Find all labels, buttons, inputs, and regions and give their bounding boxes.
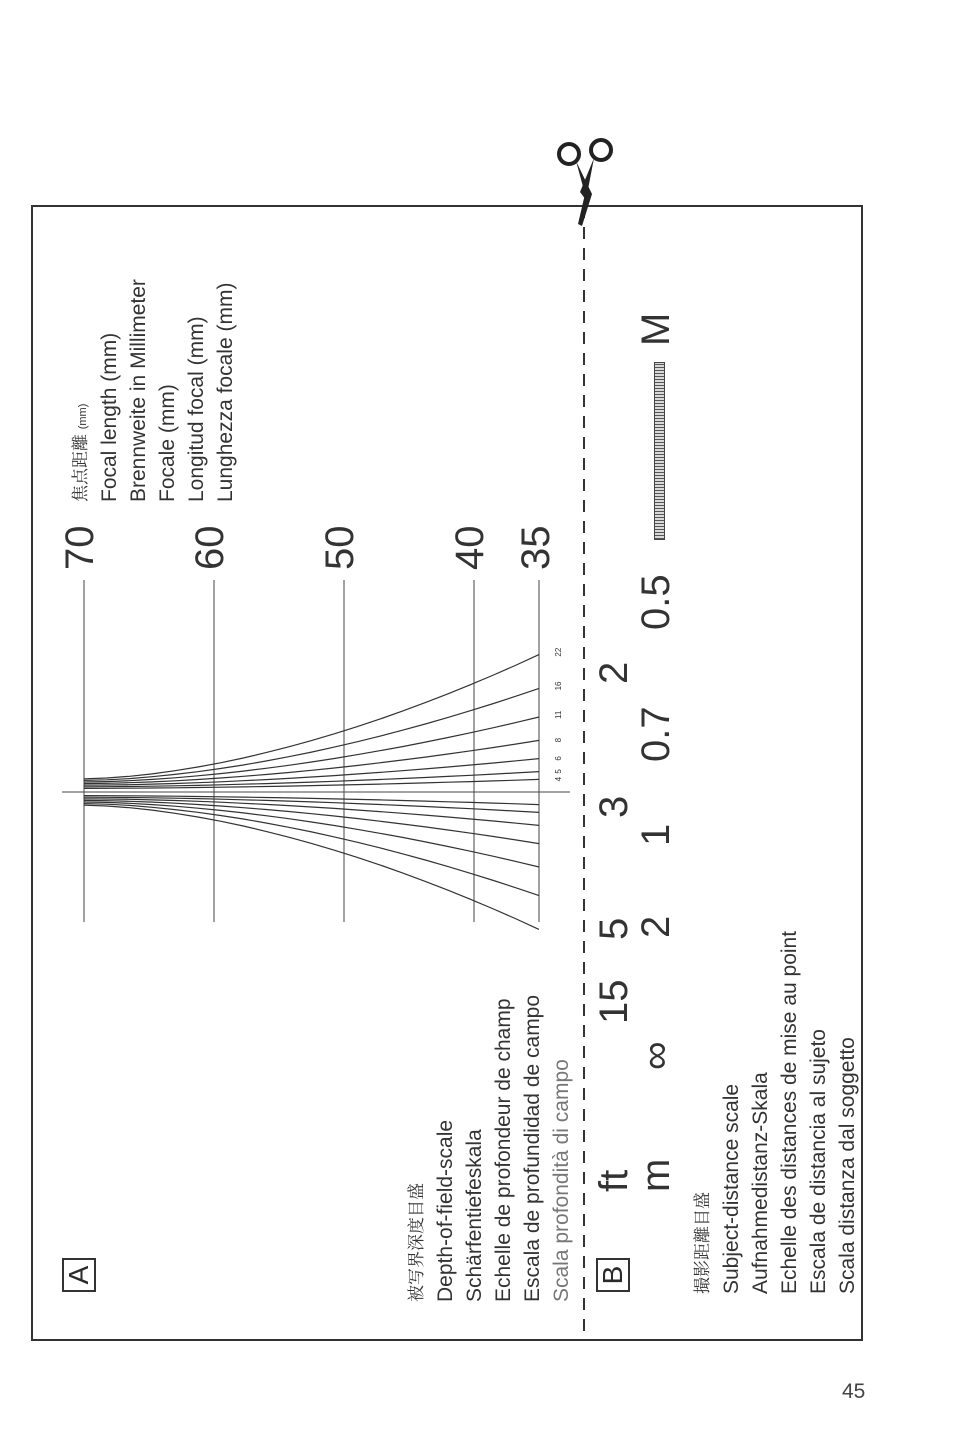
ft-value: 5 [592,917,636,940]
m-value: ∞ [634,1041,678,1070]
unit-m-label: m [634,1158,678,1192]
focal-length-label: 35 [514,525,558,570]
dof-curve-f16 [84,688,539,780]
aperture-label: 11 [554,710,563,719]
distance-caption-line: 撮影距離目盛 [693,1192,712,1294]
focal-caption-title: 焦点距離 [71,434,90,502]
distance-caption [688,931,862,1294]
m-end-label: M [634,312,678,346]
distance-caption-line: Scala distanza dal soggetto [836,1037,859,1294]
aperture-label: 4 [554,776,563,782]
focal-length-label: 40 [448,525,492,570]
scale-card [32,206,862,1340]
distance-caption-line: Escala de distancia al sujeto [807,1029,830,1294]
panel-a [32,206,584,1340]
m-value: 1 [634,823,678,846]
ft-value: 3 [592,795,636,818]
focal-length-label: 50 [318,525,362,570]
dof-caption-line: Escala de profundidad de campo [521,994,544,1302]
aperture-label: 16 [554,681,563,691]
panel-a-box-label: A [62,1258,96,1292]
focal-caption-unit: (mm) [77,403,89,430]
focal-length-label: 60 [188,525,232,570]
focal-length-label: 70 [58,525,102,570]
m-value: 2 [634,915,678,938]
focal-caption-line: Lunghezza focale (mm) [214,282,237,502]
dof-curve-f11 [84,717,539,782]
dof-caption-line: Echelle de profondeur de champ [492,998,515,1302]
page-number: 45 [842,1380,866,1403]
m-value: 0.7 [634,706,678,762]
aperture-label: 22 [554,647,563,657]
dof-curve-f16 [84,804,539,896]
dof-caption-line: 被写界深度目盛 [407,1183,426,1302]
focal-caption-line: Brennweite in Millimeter [127,279,150,502]
ft-value: 2 [592,661,636,684]
ft-value: 15 [592,979,636,1024]
aperture-label: 5 [554,769,563,774]
focal-caption [66,279,240,502]
distance-bar [654,362,665,540]
panel-b-box-label: B [596,1258,630,1292]
dof-caption-line: Depth-of-field-scale [434,1119,457,1302]
focal-caption-line: Longitud focal (mm) [185,316,208,502]
unit-ft-label: ft [592,1169,636,1192]
dof-caption-line: Schärfentiefeskala [463,1129,486,1302]
distance-caption-line: Echelle des distances de mise au point [778,930,801,1294]
panel-b [584,206,862,1340]
aperture-label: 8 [554,737,563,743]
distance-caption-line: Subject-distance scale [720,1083,743,1294]
aperture-label: 6 [554,756,563,761]
dof-curve-f11 [84,802,539,867]
dof-caption-line: Scala profondità di campo [550,1059,573,1302]
distance-caption-line: Aufnahmedistanz-Skala [749,1072,772,1294]
dof-curve-f22 [84,805,539,929]
dof-curve-f22 [84,655,539,779]
m-value: 0.5 [634,574,678,630]
focal-caption-line: Focale (mm) [156,384,179,502]
focal-caption-line: Focal length (mm) [98,332,121,502]
